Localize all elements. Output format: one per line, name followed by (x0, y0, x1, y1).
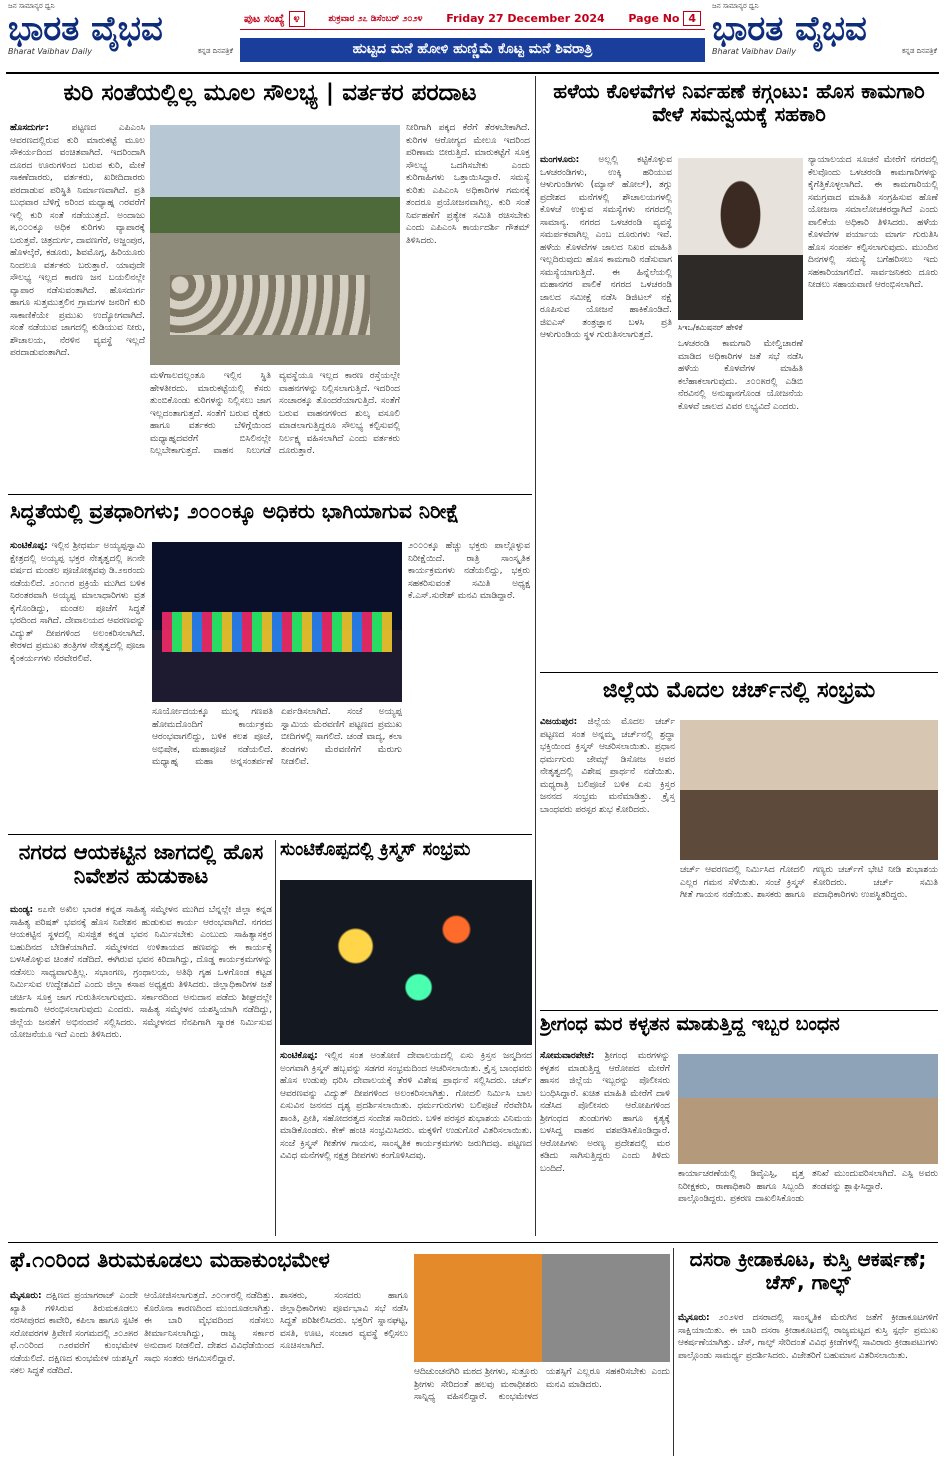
logo-subtitle: Bharat Vaibhav Daily (712, 47, 796, 56)
dateline: ಮಂಗಳೂರು: (540, 155, 580, 165)
article-text: ೨೦೨೪ರ ದಸರಾದಲ್ಲಿ ಸಾಂಸ್ಕೃತಿಕ ಮೆರುಗಿನ ಜತೆಗೆ ಕ್ರೀಡಾಕೂಟಗಳಿಗೆ ಸಾಕ್ಷಿಯಾಯಿತು. ಈ ಬಾರಿ ದಸರಾ ಕ್ರೀಡಾಕೂಟದಲ್ಲಿ ರಾಜ್ಯಮಟ್ಟದ ಕುಸ್ತಿ ಸ್ಪರ್ಧೆ ಪ್ರಮುಖ ಆಕರ್ಷಣೆಯಾಗಿತ್ತು. ಚೆಸ್, ಗಾಲ್ಫ್ ಸೇರಿದಂತೆ ವಿವಿಧ ಕ್ರೀಡೆಗಳಲ್ಲಿ ಸಾವಿರಾರು ಕ್ರೀಡಾಪಟುಗಳು ಪಾಲ್ಗೊಂಡು ಸಾಮರ್ಥ್ಯ ಪ್ರದರ್ಶಿಸಿದರು. ವಿಜೇತರಿಗೆ ಬಹುಮಾನ ವಿತರಿಸಲಾಯಿತು. (678, 1313, 938, 1361)
section-rule (540, 672, 938, 673)
article-text: ಪಟ್ಟಣದ ಎಪಿಎಂಸಿ ಆವರಣದಲ್ಲಿರುವ ಕುರಿ ಮಾರುಕಟ್ಟೆ ಮೂಲ ಸೌಕರ್ಯದಿಂದ ವಂಚಿತವಾಗಿದೆ. ಇದರಿಂದಾಗಿ ದೂರದ ಊರುಗಳಿಂದ ಬರುವ ಕುರಿ, ಮೇಕೆ ಸಾಕಣೆದಾರರು, ವರ್ತಕರು, ಖರೀದಿದಾರರು ಪರದಾಡುವ ಪರಿಸ್ಥಿತಿ ನಿರ್ಮಾಣವಾಗಿದೆ. ಪ್ರತಿ ಬುಧವಾರ ಬೆಳಿಗ್ಗೆ ೮ರಿಂದ ಮಧ್ಯಾಹ್ನ ೧ರವರೆಗೆ ಇಲ್ಲಿ ಕುರಿ ಸಂತೆ ನಡೆಯುತ್ತದೆ. ಅಂದಾಜು ೫,೦೦೦ಕ್ಕೂ ಅಧಿಕ ಕುರಿಗಳು ವ್ಯಾಪಾರಕ್ಕೆ ಬರುತ್ತವೆ. ಚಿತ್ರದುರ್ಗ, ದಾವಣಗೆರೆ, ಅಜ್ಜಂಪುರ, ಹೊಳಲ್ಕೆರೆ, ಕಡೂರು, ಶಿವಮೊಗ್ಗ, ಹಿರಿಯೂರು ನಿಂದಲೂ ವರ್ತಕರು ಬರುತ್ತಾರೆ. ಯಾವುದೇ ಸೌಲಭ್ಯ ಇಲ್ಲದ ಕಾರಣ ಜನ ಬಯಲಿನಲ್ಲೇ ವ್ಯಾಪಾರ ನಡೆಸುವಂತಾಗಿದೆ. ಹೊಸದುರ್ಗ ಹಾಗೂ ಸುತ್ತಮುತ್ತಲಿನ ಗ್ರಾಮಗಳ ಜನರಿಗೆ ಕುರಿ ಸಾಕಾಣಿಕೆಯೇ ಪ್ರಮುಖ ಉದ್ಯೋಗವಾಗಿದೆ. ಸಂತೆ ನಡೆಯುವ ಜಾಗದಲ್ಲಿ ಕುಡಿಯುವ ನೀರು, ಶೌಚಾಲಯ, ನೆರಳಿನ ವ್ಯವಸ್ಥೆ ಇಲ್ಲದೆ ಪರದಾಡುವಂತಾಗಿದೆ. (10, 123, 145, 358)
article-column: ಸೂರ್ಯೋದಯಕ್ಕೂ ಮುನ್ನ ಗಣಪತಿ ಹೋಮದೊಂದಿಗೆ ಕಾರ್ಯಕ್ರಮ ಆರಂಭವಾಗಲಿದ್ದು, ಬಳಿಕ ಕಲಶ ಪೂಜೆ, ಅಭಿಷೇಕ, ಮಹಾಪೂಜೆ ನಡೆಯಲಿದೆ. ಮಧ್ಯಾಹ್ನ ಮಹಾ ಅನ್ನಸಂತರ್ಪಣೆ ಏರ್ಪಡಿಸಲಾಗಿದೆ. ಸಂಜೆ ಅಯ್ಯಪ್ಪ ಸ್ವಾಮಿಯ ಮೆರವಣಿಗೆ ಪಟ್ಟಣದ ಪ್ರಮುಖ ಬೀದಿಗಳಲ್ಲಿ ಸಾಗಲಿದೆ. ಚಂಡೆ ವಾದ್ಯ, ಕಲಾ ತಂಡಗಳು ಮೆರವಣಿಗೆಗೆ ಮೆರುಗು ನೀಡಲಿವೆ. (152, 707, 402, 767)
temple-lights-photo (152, 542, 402, 702)
police-team-photo (678, 1054, 938, 1164)
article-text: ಅಲ್ಲಲ್ಲಿ ಕಟ್ಟಿಕೊಳ್ಳುವ ಒಳಚರಂಡಿಗಳು, ಉಕ್ಕಿ ಹರಿಯುವ ಆಳುಗುಂಡಿಗಳು (ಮ್ಯಾನ್ ಹೋಲ್), ತಗ್ಗು ಪ್ರದೇಶದ ಮನೆಗಳಲ್ಲಿ ಶೌಚಾಲಯಗಳಲ್ಲಿ ಕೊಳಚೆ ಉಕ್ಕುವ ಸಮಸ್ಯೆಗಳು ನಗರದಲ್ಲಿ ಸಾಮಾನ್ಯ. ನಗರದ ಒಳಚರಂಡಿ ವ್ಯವಸ್ಥೆ ಸಮರ್ಪಕವಾಗಿಲ್ಲ ಎಂಬ ದೂರುಗಳು ಇವೆ. ಹಳೆಯ ಕೊಳವೆಗಳ ಜಾಲದ ನಿಖರ ಮಾಹಿತಿ ಇಲ್ಲದಿರುವುದು ಹೊಸ ಕಾಮಗಾರಿ ನಡೆಸುವಾಗ ಸಮಸ್ಯೆಯಾಗುತ್ತಿದೆ. ಈ ಹಿನ್ನೆಲೆಯಲ್ಲಿ ಮಹಾನಗರ ಪಾಲಿಕೆ ನಗರದ ಒಳಚರಂಡಿ ಜಾಲದ ಸಮೀಕ್ಷೆ ನಡೆಸಿ ಡಿಜಿಟಲ್ ನಕ್ಷೆ ರೂಪಿಸುವ ಯೋಜನೆ ಹಾಕಿಕೊಂಡಿದೆ. ಜಿಐಎಸ್ ತಂತ್ರಜ್ಞಾನ ಬಳಸಿ ಪ್ರತಿ ಆಳುಗುಂಡಿಯ ಸ್ಥಳ ಗುರುತಿಸಲಾಗುತ್ತದೆ. (540, 155, 672, 340)
dateline: ವಿಜಯಪುರ: (540, 717, 578, 727)
dateline: ಮಂಡ್ಯ: (10, 905, 34, 915)
article-column (678, 1312, 938, 1455)
church-gathering-photo (680, 720, 938, 860)
article-column (10, 122, 145, 487)
dateline: ಸುಂಟಿಕೊಪ್ಪ: (280, 1051, 318, 1061)
headline: ಸಿದ್ಧತೆಯಲ್ಲಿ ವ್ರತಧಾರಿಗಳು; ೨೦೦೦ಕ್ಕೂ ಅಧಿಕರು ಭಾಗಿಯಾಗುವ ನಿರೀಕ್ಷೆ (10, 500, 460, 523)
article-dasara-sports (678, 1248, 938, 1458)
article-text: ಶ್ರೀಗಂಧ ಮರಗಳನ್ನು ಕಳ್ಳತನ ಮಾಡುತ್ತಿದ್ದ ಆರೋಪದ ಮೇರೆಗೆ ಹಾಸನ ಜಿಲ್ಲೆಯ ಇಬ್ಬರನ್ನು ಪೊಲೀಸರು ಬಂಧಿಸಿದ್ದಾರೆ. ಖಚಿತ ಮಾಹಿತಿ ಮೇರೆಗೆ ದಾಳಿ ನಡೆಸಿದ ಪೊಲೀಸರು ಆರೋಪಿಗಳಿಂದ ಶ್ರೀಗಂಧದ ತುಂಡುಗಳು ಹಾಗೂ ಕೃತ್ಯಕ್ಕೆ ಬಳಸಿದ್ದ ವಾಹನ ವಶಪಡಿಸಿಕೊಂಡಿದ್ದಾರೆ. ಆರೋಪಿಗಳು ಅರಣ್ಯ ಪ್ರದೇಶದಲ್ಲಿ ಮರ ಕಡಿದು ಸಾಗಿಸುತ್ತಿದ್ದರು ಎಂದು ತಿಳಿದು ಬಂದಿದೆ. (540, 1051, 670, 1174)
sheep-market-photo (150, 125, 400, 365)
article-christmas-suntikoppa (280, 840, 532, 1240)
issue-label: ಪುಟ ಸಂಖ್ಯೆ (244, 11, 285, 25)
logo-text: ಭಾರತ ವೈಭವ (712, 9, 867, 49)
headline: ಸುಂಟಿಕೊಪ್ಪದಲ್ಲಿ ಕ್ರಿಸ್ಮಸ್ ಸಂಭ್ರಮ (280, 840, 471, 860)
date-english: Friday 27 December 2024 (446, 12, 605, 25)
christmas-lights-photo (280, 880, 532, 1045)
logo-subtitle: Bharat Vaibhav Daily (8, 47, 92, 56)
logo-top-text: ಜನ ಸಾಮಾನ್ಯರ ಧ್ವನಿ (712, 2, 759, 10)
article-column (10, 1290, 138, 1455)
article-column (540, 1050, 670, 1236)
column-divider (535, 76, 536, 1236)
issue-bar (240, 8, 705, 30)
article-column (540, 716, 675, 1001)
logo-left (8, 2, 233, 68)
logo-right (712, 2, 937, 68)
tagline-banner: ಹುಟ್ಟದ ಮನೆ ಹೋಳಿ ಹುಣ್ಣಿಮೆ ಕೊಟ್ಟ ಮನೆ ಶಿವರಾತ್ರಿ (240, 38, 705, 62)
dateline: ಮೈಸೂರು: (678, 1313, 710, 1323)
issue-number: ೪ (289, 11, 305, 27)
dateline: ಸುಂಟಿಕೊಪ್ಪ: (10, 541, 48, 551)
page-number: 4 (683, 11, 701, 26)
article-text: ದಕ್ಷಿಣದ ಪ್ರಯಾಗರಾಜ್ ಎಂದೇ ಖ್ಯಾತಿ ಗಳಿಸಿರುವ ತಿರುಮಕೂಡಲು ನರಸೀಪುರದ ಕಾವೇರಿ, ಕಪಿಲಾ ಹಾಗೂ ಸ್ಪಟಿಕ ಸರೋವರಗಳ ತ್ರಿವೇಣಿ ಸಂಗಮದಲ್ಲಿ ೨೦೨೫ರ ಫೆ.೧೦ರಿಂದ ೧೨ರವರೆಗೆ ಕುಂಭಮೇಳ ನಡೆಯಲಿದೆ. ದಕ್ಷಿಣದ ಕುಂಭಮೇಳ ಯಶಸ್ವಿಗೆ ಸಕಲ ಸಿದ್ಧತೆ ನಡೆದಿದೆ. (10, 1291, 138, 1376)
article-drainage (540, 80, 938, 670)
article-column: ಒಳಚರಂಡಿ ಕಾಮಗಾರಿ ಮೇಲ್ವಿಚಾರಣೆ ಮಾಡಿದ ಅಧಿಕಾರಿಗಳ ಜತೆ ಸಭೆ ನಡೆಸಿ ಹಳೆಯ ಕೊಳವೆಗಳ ಮಾಹಿತಿ ಕಲೆಹಾಕಲಾಗುವುದು. ೨೦೦೫ರಲ್ಲಿ ಎಡಿಬಿ ನೆರವಿನಲ್ಲಿ ಅನುಷ್ಠಾನಗೊಂಡ ಯೋಜನೆಯ ಕೊಳವೆ ಜಾಲದ ವಿವರ ಲಭ್ಯವಿದೆ ಎಂದರು. (678, 339, 803, 412)
section-rule (8, 494, 532, 495)
headline: ಫೆ.೧೦ರಿಂದ ತಿರುಮಕೂಡಲು ಮಹಾಕುಂಭಮೇಳ (10, 1248, 330, 1272)
logo-tagline: ಕನ್ನಡ ದಿನಪತ್ರಿಕೆ (197, 47, 233, 55)
article-column (10, 904, 272, 1234)
section-rule (540, 1010, 938, 1011)
article-text: ಇಲ್ಲಿನ ಸಂತ ಅಂತೋಣಿ ದೇವಾಲಯದಲ್ಲಿ ಏಸು ಕ್ರಿಸ್ತನ ಜನ್ಮದಿನದ ಅಂಗವಾಗಿ ಕ್ರಿಸ್ಮಸ್ ಹಬ್ಬವನ್ನು ಸಡಗರ ಸಂಭ್ರಮದಿಂದ ಆಚರಿಸಲಾಯಿತು. ಕ್ರೈಸ್ತ ಬಾಂಧವರು ಹೊಸ ಉಡುಪು ಧರಿಸಿ ದೇವಾಲಯಕ್ಕೆ ತೆರಳಿ ವಿಶೇಷ ಪ್ರಾರ್ಥನೆ ಸಲ್ಲಿಸಿದರು. ಚರ್ಚ್ ಆವರಣವನ್ನು ವಿದ್ಯುತ್ ದೀಪಗಳಿಂದ ಅಲಂಕರಿಸಲಾಗಿತ್ತು. ಗೋದಲಿ ನಿರ್ಮಿಸಿ ಬಾಲ ಏಸುವಿನ ಜನನದ ದೃಶ್ಯ ಪ್ರದರ್ಶಿಸಲಾಯಿತು. ಧರ್ಮಗುರುಗಳು ಬಲಿಪೂಜೆ ನೆರವೇರಿಸಿ ಶಾಂತಿ, ಪ್ರೀತಿ, ಸಹೋದರತ್ವದ ಸಂದೇಶ ಸಾರಿದರು. ಬಳಿಕ ಪರಸ್ಪರ ಶುಭಾಶಯ ವಿನಿಮಯ ಮಾಡಿಕೊಂಡರು. ಕೇಕ್ ಹಂಚಿ ಸಂಭ್ರಮಿಸಿದರು. ಮಕ್ಕಳಿಗೆ ಉಡುಗೊರೆ ವಿತರಿಸಲಾಯಿತು. ಸಂಜೆ ಕ್ರಿಸ್ಮಸ್ ಗೀತೆಗಳ ಗಾಯನ, ಸಾಂಸ್ಕೃತಿಕ ಕಾರ್ಯಕ್ರಮಗಳು ಜರುಗಿದವು. ಪಟ್ಟಣದ ವಿವಿಧ ಮನೆಗಳಲ್ಲಿ ನಕ್ಷತ್ರ ದೀಪಗಳು ಕಂಗೊಳಿಸಿದವು. (280, 1051, 532, 1161)
headline: ಹಳೆಯ ಕೊಳವೆಗಳ ನಿರ್ವಹಣೆ ಕಗ್ಗಂಟು: ಹೊಸ ಕಾಮಗಾರಿ ವೇಳೆ ಸಮನ್ವಯಕ್ಕೆ ಸಹಕಾರಿ (553, 80, 925, 126)
article-column: ಮಳೆಗಾಲದಲ್ಲಂತೂ ಇಲ್ಲಿನ ಸ್ಥಿತಿ ಹೇಳತೀರದು. ಮಾರುಕಟ್ಟೆಯಲ್ಲಿ ಕೆಸರು ತುಂಬಿಕೊಂಡು ಕುರಿಗಳನ್ನು ನಿಲ್ಲಿಸಲು ಜಾಗ ಇಲ್ಲದಂತಾಗುತ್ತದೆ. ಸಂತೆಗೆ ಬರುವ ರೈತರು ಹಾಗೂ ವರ್ತಕರು ಬೆಳಿಗ್ಗೆಯಿಂದ ಮಧ್ಯಾಹ್ನದವರೆಗೆ ಬಿಸಿಲಿನಲ್ಲೇ ನಿಲ್ಲಬೇಕಾಗುತ್ತದೆ. ವಾಹನ ನಿಲುಗಡೆ ವ್ಯವಸ್ಥೆಯೂ ಇಲ್ಲದ ಕಾರಣ ರಸ್ತೆಯಲ್ಲೇ ವಾಹನಗಳನ್ನು ನಿಲ್ಲಿಸಲಾಗುತ್ತಿದೆ. ಇದರಿಂದ ಸಂಚಾರಕ್ಕೂ ತೊಂದರೆಯಾಗುತ್ತಿದೆ. ಸಂತೆಗೆ ಬರುವ ವಾಹನಗಳಿಂದ ಶುಲ್ಕ ವಸೂಲಿ ಮಾಡಲಾಗುತ್ತಿದ್ದರೂ ಸೌಲಭ್ಯ ಕಲ್ಪಿಸುವಲ್ಲಿ ನಿರ್ಲಕ್ಷ್ಯ ವಹಿಸಲಾಗಿದೆ ಎಂದು ವರ್ತಕರು ದೂರುತ್ತಾರೆ. (150, 371, 400, 456)
headline: ನಗರದ ಆಯಕಟ್ಟಿನ ಜಾಗದಲ್ಲಿ ಹೊಸ ನಿವೇಶನ ಹುಡುಕಾಟ (18, 840, 264, 889)
article-column: ನೀರಿಗಾಗಿ ಪಕ್ಕದ ಕೆರೆಗೆ ತೆರಳಬೇಕಾಗಿದೆ. ಕುರಿಗಳ ಆರೋಗ್ಯದ ಮೇಲೂ ಇದರಿಂದ ಪರಿಣಾಮ ಬೀರುತ್ತಿದೆ. ಮಾರುಕಟ್ಟೆಗೆ ಸೂಕ್ತ ಸೌಲಭ್ಯ ಒದಗಿಸಬೇಕು ಎಂದು ಕುರಿಗಾಹಿಗಳು ಒತ್ತಾಯಿಸಿದ್ದಾರೆ. ಸಮಸ್ಯೆ ಕುರಿತು ಎಪಿಎಂಸಿ ಅಧಿಕಾರಿಗಳ ಗಮನಕ್ಕೆ ತಂದರೂ ಪ್ರಯೋಜನವಾಗಿಲ್ಲ. ಕುರಿ ಸಂತೆ ನಿರ್ವಹಣೆಗೆ ಪ್ರತ್ಯೇಕ ಸಮಿತಿ ರಚಿಸಬೇಕು ಎಂದು ಎಪಿಎಂಸಿ ಕಾರ್ಯದರ್ಶಿ ಗೌತಮ್ ತಿಳಿಸಿದರು. (406, 123, 530, 246)
article-text: ಜಿಲ್ಲೆಯ ಮೊದಲ ಚರ್ಚ್ ಪಟ್ಟಣದ ಸಂತ ಅನ್ನಮ್ಮ ಚರ್ಚ್‌ನಲ್ಲಿ ಶ್ರದ್ಧಾ ಭಕ್ತಿಯಿಂದ ಕ್ರಿಸ್ಮಸ್ ಆಚರಿಸಲಾಯಿತು. ಪ್ರಧಾನ ಧರ್ಮಗುರು ಜೇಮ್ಸ್ ಡಿಸೋಜ ಅವರ ನೇತೃತ್ವದಲ್ಲಿ ವಿಶೇಷ ಪ್ರಾರ್ಥನೆ ನಡೆಯಿತು. ಮಧ್ಯರಾತ್ರಿ ಬಲಿಪೂಜೆ ಬಳಿಕ ಏಸು ಕ್ರಿಸ್ತರ ಜನನದ ಸಂಭ್ರಮ ಮನೆಮಾಡಿತ್ತು. ಕ್ರೈಸ್ತ ಬಾಂಧವರು ಪರಸ್ಪರ ಶುಭ ಕೋರಿದರು. (540, 717, 675, 815)
article-kumbhamela (10, 1248, 670, 1458)
headline: ಜಿಲ್ಲೆಯ ಮೊದಲ ಚರ್ಚ್‌ನಲ್ಲಿ ಸಂಭ್ರಮ (602, 678, 876, 703)
section-rule (8, 834, 532, 835)
article-first-church (540, 678, 938, 1008)
logo-text: ಭಾರತ ವೈಭವ (8, 9, 163, 49)
article-column (540, 154, 672, 664)
dateline: ಮೈಸೂರು: (10, 1291, 42, 1301)
article-column: ಆದಿಚುಂಚನಗಿರಿ ಮಠದ ಶ್ರೀಗಳು, ಸುತ್ತೂರು ಶ್ರೀಗಳು ಸೇರಿದಂತೆ ಹಲವು ಮಠಾಧೀಶರು ಸಾನ್ನಿಧ್ಯ ವಹಿಸಲಿದ್ದಾರೆ. ಕುಂಭಮೇಳದ ಯಶಸ್ಸಿಗೆ ಎಲ್ಲರೂ ಸಹಕರಿಸಬೇಕು ಎಂದು ಮನವಿ ಮಾಡಿದರು. (414, 1367, 670, 1402)
article-column: ಆಯೋಜಿಸಲಾಗುತ್ತದೆ. ೨೦೧೯ರಲ್ಲಿ ನಡೆದಿತ್ತು. ಕೊರೊನಾ ಕಾರಣದಿಂದ ಮುಂದೂಡಲಾಗಿತ್ತು. ಈ ಬಾರಿ ವೈಭವದಿಂದ ನಡೆಸಲು ತೀರ್ಮಾನಿಸಲಾಗಿದ್ದು, ರಾಜ್ಯ ಸರ್ಕಾರ ಅನುದಾನ ನೀಡಲಿದೆ. ದೇಶದ ವಿವಿಧೆಡೆಯಿಂದ ಸಾಧು ಸಂತರು ಆಗಮಿಸಲಿದ್ದಾರೆ. (144, 1291, 274, 1364)
dateline: ಹೊಸದುರ್ಗ: (10, 123, 49, 133)
article-column (10, 540, 145, 825)
article-ayyappa (10, 500, 530, 830)
photo-caption: ಸಿಇಒ/ಕಮಿಷನರ್ ಹೇಳಿಕೆ (678, 323, 743, 332)
logo-tagline: ಕನ್ನಡ ದಿನಪತ್ರಿಕೆ (901, 47, 937, 55)
section-rule (8, 1242, 938, 1243)
article-sandalwood-arrest (540, 1014, 938, 1240)
page-label: Page No (628, 12, 680, 25)
article-sheep-market (10, 80, 530, 490)
article-column: ಕಾರ್ಯಾಚರಣೆಯಲ್ಲಿ ಡಿವೈಎಸ್ಪಿ, ವೃತ್ತ ನಿರೀಕ್ಷಕರು, ಠಾಣಾಧಿಕಾರಿ ಹಾಗೂ ಸಿಬ್ಬಂದಿ ಪಾಲ್ಗೊಂಡಿದ್ದರು. ಪ್ರಕರಣ ದಾಖಲಿಸಿಕೊಂಡು ತನಿಖೆ ಮುಂದುವರಿಸಲಾಗಿದೆ. ಎಸ್ಪಿ ಅವರು ತಂಡವನ್ನು ಶ್ಲಾಘಿಸಿದ್ದಾರೆ. (678, 1169, 938, 1204)
date-kannada: ಶುಕ್ರವಾರ ೨೭ ಡಿಸೆಂಬರ್ ೨೦೨೪ (328, 13, 423, 24)
article-column: ೨೦೦೦ಕ್ಕೂ ಹೆಚ್ಚು ಭಕ್ತರು ಪಾಲ್ಗೊಳ್ಳುವ ನಿರೀಕ್ಷೆಯಿದೆ. ರಾತ್ರಿ ಸಾಂಸ್ಕೃತಿಕ ಕಾರ್ಯಕ್ರಮಗಳು ನಡೆಯಲಿದ್ದು, ಭಕ್ತರು ಸಹಕರಿಸುವಂತೆ ಸಮಿತಿ ಅಧ್ಯಕ್ಷ ಕೆ.ಎಸ್.ಸುರೇಶ್ ಮನವಿ ಮಾಡಿದ್ದಾರೆ. (408, 541, 530, 601)
headline: ದಸರಾ ಕ್ರೀಡಾಕೂಟ, ಕುಸ್ತಿ ಆಕರ್ಷಣೆ; ಚೆಸ್, ಗಾಲ್ಫ್ (689, 1248, 927, 1294)
dateline: ಸೋಮವಾರಪೇಟೆ: (540, 1051, 595, 1061)
headline: ಕುರಿ ಸಂತೆಯಲ್ಲಿಲ್ಲ ಮೂಲ ಸೌಲಭ್ಯ | ವರ್ತಕರ ಪರದಾಟ (63, 80, 477, 106)
masthead-rule (6, 72, 939, 74)
article-column (280, 1050, 532, 1235)
seers-meeting-photo (414, 1254, 670, 1362)
headline: ಶ್ರೀಗಂಧ ಮರ ಕಳ್ಳತನ ಮಾಡುತ್ತಿದ್ದ ಇಬ್ಬರ ಬಂಧನ (540, 1014, 840, 1035)
logo-top-text: ಜನ ಸಾಮಾನ್ಯರ ಧ್ವನಿ (8, 2, 55, 10)
article-text: ೮೭ನೇ ಅಖಿಲ ಭಾರತ ಕನ್ನಡ ಸಾಹಿತ್ಯ ಸಮ್ಮೇಳನ ಮುಗಿದ ಬೆನ್ನಲ್ಲೇ ಜಿಲ್ಲಾ ಕನ್ನಡ ಸಾಹಿತ್ಯ ಪರಿಷತ್ ಭವನಕ್ಕೆ ಹೊಸ ನಿವೇಶನ ಹುಡುಕುವ ಕಾರ್ಯ ಆರಂಭವಾಗಿದೆ. ನಗರದ ಆಯಕಟ್ಟಿನ ಸ್ಥಳದಲ್ಲಿ ಸುಸಜ್ಜಿತ ಕನ್ನಡ ಭವನ ನಿರ್ಮಿಸಬೇಕು ಎಂಬುದು ಸಾಹಿತ್ಯಾಸಕ್ತರ ಬಹುದಿನದ ಬೇಡಿಕೆಯಾಗಿದೆ. ಸಮ್ಮೇಳನದ ಉಳಿತಾಯದ ಹಣವನ್ನು ಈ ಕಾರ್ಯಕ್ಕೆ ಬಳಸಿಕೊಳ್ಳುವ ಚಿಂತನೆ ನಡೆದಿದೆ. ಈಗಿರುವ ಭವನ ಕಿರಿದಾಗಿದ್ದು, ದೊಡ್ಡ ಕಾರ್ಯಕ್ರಮಗಳನ್ನು ನಡೆಸಲು ಸಾಧ್ಯವಾಗುತ್ತಿಲ್ಲ. ಸಭಾಂಗಣ, ಗ್ರಂಥಾಲಯ, ಅತಿಥಿ ಗೃಹ ಒಳಗೊಂಡ ಕಟ್ಟಡ ನಿರ್ಮಿಸುವ ಉದ್ದೇಶವಿದೆ ಎಂದು ಜಿಲ್ಲಾ ಕಸಾಪ ಅಧ್ಯಕ್ಷರು ತಿಳಿಸಿದರು. ಜಿಲ್ಲಾಧಿಕಾರಿಗಳ ಜತೆ ಚರ್ಚಿಸಿ ಸೂಕ್ತ ಜಾಗ ಗುರುತಿಸಲಾಗುವುದು. ಸರ್ಕಾರದಿಂದ ಅನುದಾನ ಪಡೆದು ಶೀಘ್ರದಲ್ಲೇ ಕಾಮಗಾರಿ ಆರಂಭಿಸಲಾಗುವುದು ಎಂದರು. ಸಾಹಿತ್ಯ ಸಮ್ಮೇಳನ ಯಶಸ್ವಿಯಾಗಿ ನಡೆದಿದ್ದು, ಜಿಲ್ಲೆಯ ಜನತೆಗೆ ಅಭಿನಂದನೆ ಸಲ್ಲಿಸಿದರು. ಸಮ್ಮೇಳನದ ನೆನಪಿಗಾಗಿ ಸ್ಮಾರಕ ನಿರ್ಮಿಸುವ ಯೋಜನೆಯೂ ಇದೆ ಎಂದು ತಿಳಿಸಿದರು. (10, 905, 272, 1040)
masthead (0, 0, 945, 70)
article-new-site (10, 840, 272, 1240)
article-column: ನ್ಯಾಯಾಲಯದ ಸೂಚನೆ ಮೇರೆಗೆ ನಗರದಲ್ಲಿ ಕೆಲವೊಂದು ಒಳಚರಂಡಿ ಕಾಮಗಾರಿಗಳನ್ನು ಕೈಗೆತ್ತಿಕೊಳ್ಳಲಾಗಿದೆ. ಈ ಕಾಮಗಾರಿಯಲ್ಲಿ ಸಮಗ್ರವಾದ ಮಾಹಿತಿ ಸಂಗ್ರಹಿಸುವ ಹೊಣೆ ಯೋಜನಾ ಸಮಾಲೋಚಕರದ್ದಾಗಿದೆ ಎಂದು ಪಾಲಿಕೆಯ ಅಧಿಕಾರಿ ತಿಳಿಸಿದರು. ಹಳೆಯ ಕೊಳವೆಗಳ ಪರ್ಯಾಯ ಮಾರ್ಗ ಗುರುತಿಸಿ ಹೊಸ ಸಂಪರ್ಕ ಕಲ್ಪಿಸಲಾಗುವುದು. ಮುಂದಿನ ದಿನಗಳಲ್ಲಿ ಸಮಸ್ಯೆ ಬಗೆಹರಿಸಲು ಇದು ಸಹಕಾರಿಯಾಗಲಿದೆ. ಸಾರ್ವಜನಿಕರು ದೂರು ನೀಡಲು ಸಹಾಯವಾಣಿ ಆರಂಭಿಸಲಾಗಿದೆ. (808, 155, 938, 290)
column-divider (673, 1248, 674, 1456)
official-portrait-photo (678, 158, 803, 320)
article-text: ಇಲ್ಲಿನ ಶ್ರೀಧರ್ಮ ಅಯ್ಯಪ್ಪಸ್ವಾಮಿ ಕ್ಷೇತ್ರದಲ್ಲಿ ಅಯ್ಯಪ್ಪ ಭಕ್ತರ ನೇತೃತ್ವದಲ್ಲಿ ೫೧ನೇ ವರ್ಷದ ಮಂಡಲ ಪೂಜೋತ್ಸವವು ಡಿ.೨೮ರಂದು ನಡೆಯಲಿದೆ. ೨೦೧೧ರ ಪ್ರಕ್ರಿಯೆ ಮುಗಿದ ಬಳಿಕ ನಿರಂತರವಾಗಿ ಅಯ್ಯಪ್ಪ ಮಾಲಾಧಾರಿಗಳು ವ್ರತ ಕೈಗೊಂಡಿದ್ದು, ಮಂಡಲ ಪೂಜೆಗೆ ಸಿದ್ಧತೆ ಭರದಿಂದ ಸಾಗಿದೆ. ದೇವಾಲಯದ ಆವರಣವನ್ನು ವಿದ್ಯುತ್ ದೀಪಗಳಿಂದ ಅಲಂಕರಿಸಲಾಗಿದೆ. ಕೇರಳದ ಪ್ರಮುಖ ತಂತ್ರಿಗಳ ನೇತೃತ್ವದಲ್ಲಿ ಪೂಜಾ ಕೈಂಕರ್ಯಗಳು ನೆರವೇರಲಿವೆ. (10, 541, 145, 664)
article-column: ಶಾಸಕರು, ಸಂಸದರು ಹಾಗೂ ಜಿಲ್ಲಾಧಿಕಾರಿಗಳು ಪೂರ್ವಭಾವಿ ಸಭೆ ನಡೆಸಿ ಸಿದ್ಧತೆ ಪರಿಶೀಲಿಸಿದರು. ಭಕ್ತರಿಗೆ ಸ್ನಾನಘಟ್ಟ, ವಸತಿ, ಊಟ, ಸಂಚಾರ ವ್ಯವಸ್ಥೆ ಕಲ್ಪಿಸಲು ಸೂಚಿಸಲಾಗಿದೆ. (280, 1291, 408, 1351)
article-column: ಚರ್ಚ್ ಆವರಣದಲ್ಲಿ ನಿರ್ಮಿಸಿದ ಗೋದಲಿ ಎಲ್ಲರ ಗಮನ ಸೆಳೆಯಿತು. ಸಂಜೆ ಕ್ರಿಸ್ಮಸ್ ಗೀತೆ ಗಾಯನ ನಡೆಯಿತು. ಶಾಸಕರು ಹಾಗೂ ಗಣ್ಯರು ಚರ್ಚ್‌ಗೆ ಭೇಟಿ ನೀಡಿ ಶುಭಾಶಯ ಕೋರಿದರು. ಚರ್ಚ್ ಸಮಿತಿ ಪದಾಧಿಕಾರಿಗಳು ಉಪಸ್ಥಿತರಿದ್ದರು. (680, 865, 938, 900)
column-divider (275, 840, 276, 1236)
